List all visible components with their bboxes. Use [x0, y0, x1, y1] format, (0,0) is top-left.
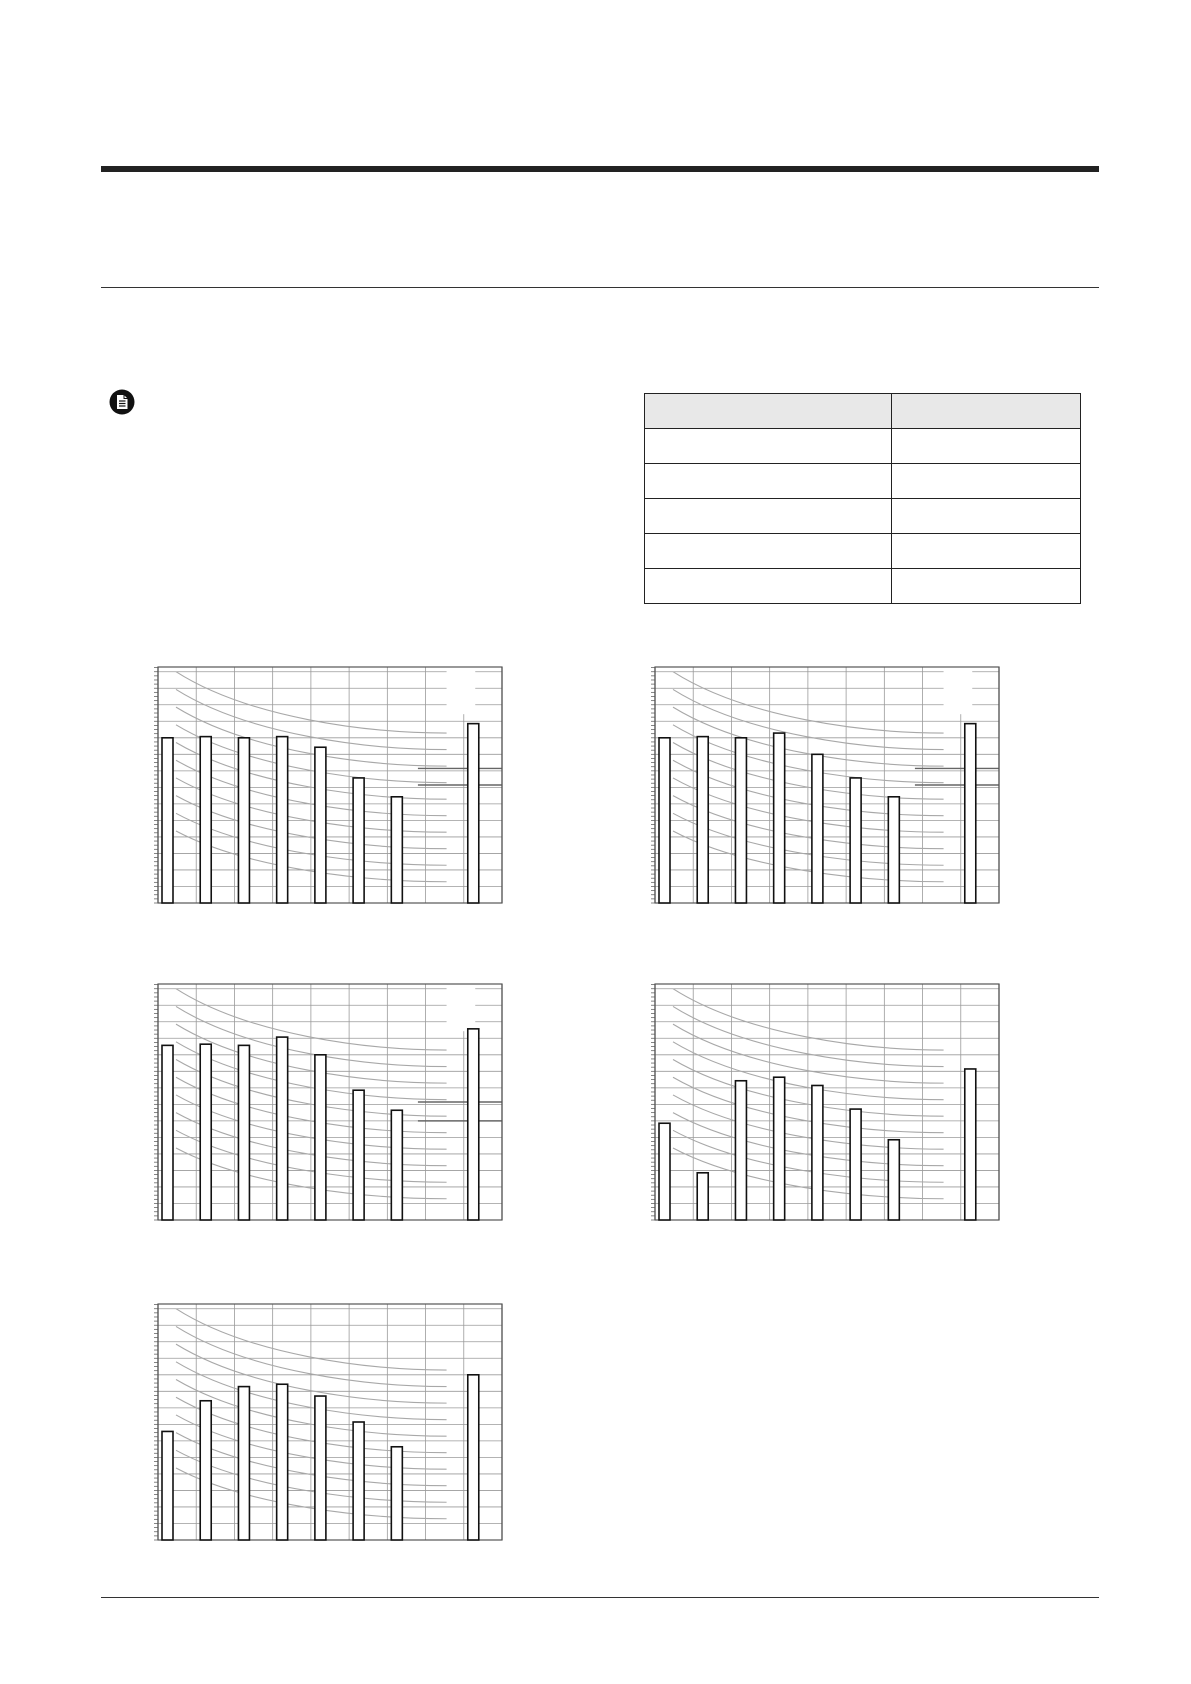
gap-mask — [447, 665, 476, 714]
table-cell — [892, 394, 1081, 429]
table-cell — [645, 464, 892, 499]
bar — [735, 738, 746, 903]
table-cell — [892, 534, 1081, 569]
bar — [965, 1069, 976, 1220]
header-rule-thick — [101, 166, 1099, 172]
bar — [468, 724, 479, 903]
bar — [965, 724, 976, 903]
bar — [774, 1077, 785, 1220]
bar — [315, 1396, 326, 1540]
bar — [812, 754, 823, 903]
bar — [277, 737, 288, 903]
table-cell — [645, 499, 892, 534]
table-cell — [892, 429, 1081, 464]
gap-mask — [944, 665, 973, 714]
bar — [391, 1110, 402, 1220]
table-cell — [892, 464, 1081, 499]
bar — [162, 1045, 173, 1220]
table-cell — [645, 569, 892, 604]
table-row — [645, 534, 1081, 569]
table-cell — [645, 534, 892, 569]
table-cell — [645, 394, 892, 429]
header-rule-thin — [101, 287, 1099, 288]
table-row — [645, 569, 1081, 604]
bar-chart-5 — [152, 1300, 506, 1546]
bar — [888, 797, 899, 903]
bar — [468, 1375, 479, 1540]
bar — [238, 1045, 249, 1220]
bar — [238, 1387, 249, 1540]
bar-chart-1 — [152, 663, 506, 909]
table-row — [645, 499, 1081, 534]
bar — [391, 1447, 402, 1540]
bar — [850, 1109, 861, 1220]
bar-chart-2 — [649, 663, 1003, 909]
bar — [697, 737, 708, 903]
table-header-row — [645, 394, 1081, 429]
bar — [353, 1422, 364, 1540]
bar — [697, 1173, 708, 1220]
table-cell — [645, 429, 892, 464]
bar — [277, 1037, 288, 1220]
bar — [391, 797, 402, 903]
bar — [200, 1044, 211, 1220]
bar — [850, 778, 861, 903]
table-row — [645, 464, 1081, 499]
bar-chart-3 — [152, 980, 506, 1226]
bar — [162, 738, 173, 903]
bar — [812, 1085, 823, 1220]
bar — [353, 1090, 364, 1220]
bar — [238, 738, 249, 903]
bar — [200, 1401, 211, 1540]
bar — [162, 1431, 173, 1540]
bar-chart-4 — [649, 980, 1003, 1226]
bar — [277, 1384, 288, 1540]
bar — [468, 1029, 479, 1220]
gap-mask — [447, 982, 476, 1031]
bar — [200, 737, 211, 903]
footer-rule — [101, 1597, 1099, 1598]
table-row — [645, 429, 1081, 464]
bar — [659, 738, 670, 903]
spec-table — [644, 393, 1081, 604]
bar — [315, 747, 326, 903]
bar — [315, 1055, 326, 1220]
bar — [774, 733, 785, 903]
table-cell — [892, 499, 1081, 534]
bar — [353, 778, 364, 903]
table-cell — [892, 569, 1081, 604]
bar — [888, 1140, 899, 1220]
bar — [735, 1081, 746, 1220]
note-icon — [109, 389, 135, 415]
bar — [659, 1123, 670, 1220]
